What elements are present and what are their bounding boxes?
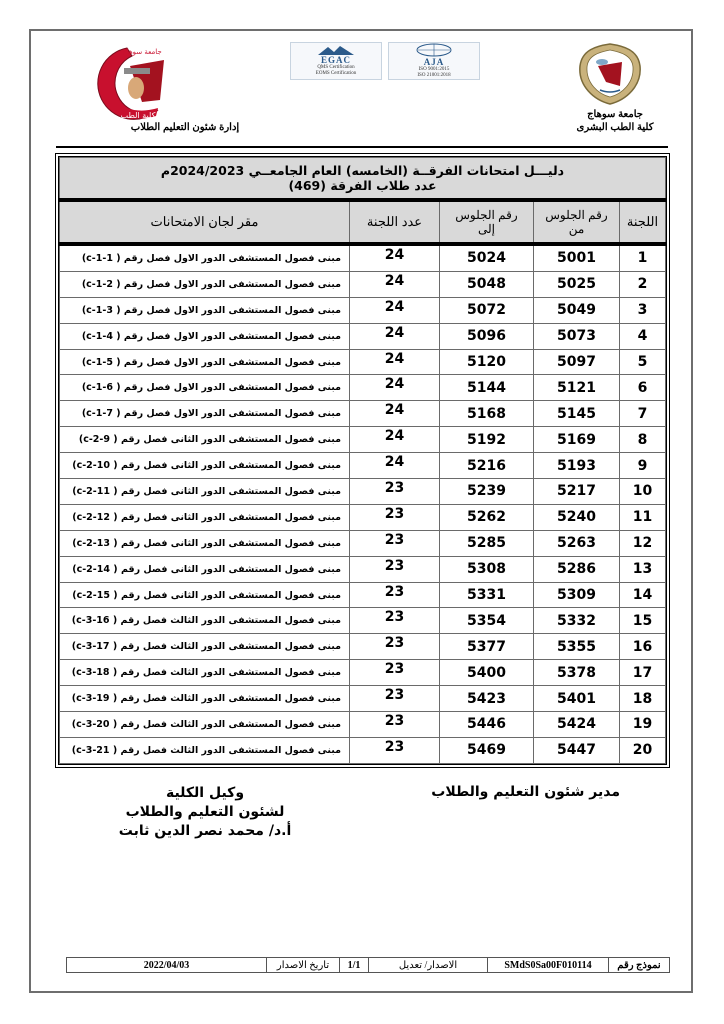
count-cell: 24 bbox=[350, 323, 440, 349]
table-row bbox=[60, 686, 666, 712]
form-footer bbox=[66, 957, 670, 973]
location-cell: مبنى فصول المستشفى الدور الثانى فصل رقم ( 12-2-c) bbox=[60, 504, 350, 530]
students-affairs-caption: إدارة شئون التعليم الطلاب bbox=[130, 122, 240, 133]
seat-to-cell: 5446 bbox=[440, 712, 534, 738]
table-row bbox=[60, 297, 666, 323]
table-row bbox=[60, 634, 666, 660]
seat-to-cell: 5331 bbox=[440, 582, 534, 608]
table-row bbox=[60, 660, 666, 686]
location-cell: مبنى فصول المستشفى الدور الاول فصل رقم ( 2-1-c) bbox=[60, 271, 350, 297]
seat-from-cell: 5401 bbox=[534, 686, 620, 712]
location-cell: مبنى فصول المستشفى الدور الثالث فصل رقم ( 17-3-c) bbox=[60, 634, 350, 660]
table-row bbox=[60, 504, 666, 530]
seat-from-cell: 5001 bbox=[534, 244, 620, 271]
location-cell: مبنى فصول المستشفى الدور الاول فصل رقم ( 3-1-c) bbox=[60, 297, 350, 323]
table-row bbox=[60, 244, 666, 271]
seat-from-cell: 5355 bbox=[534, 634, 620, 660]
count-cell: 24 bbox=[350, 349, 440, 375]
count-cell: 24 bbox=[350, 244, 440, 271]
form-number-label: نموذج رقم bbox=[608, 958, 669, 972]
committee-cell: 19 bbox=[620, 712, 666, 738]
location-cell: مبنى فصول المستشفى الدور الثالث فصل رقم ( 20-3-c) bbox=[60, 712, 350, 738]
location-cell: مبنى فصول المستشفى الدور الثانى فصل رقم ( 10-2-c) bbox=[60, 453, 350, 479]
committee-cell: 10 bbox=[620, 479, 666, 505]
location-cell: مبنى فصول المستشفى الدور الثانى فصل رقم ( 11-2-c) bbox=[60, 479, 350, 505]
committee-cell: 3 bbox=[620, 297, 666, 323]
count-cell: 24 bbox=[350, 427, 440, 453]
location-cell: مبنى فصول المستشفى الدور الثانى فصل رقم ( 9-2-c) bbox=[60, 427, 350, 453]
table-row bbox=[60, 608, 666, 634]
seat-to-cell: 5192 bbox=[440, 427, 534, 453]
count-cell: 24 bbox=[350, 297, 440, 323]
seat-from-cell: 5309 bbox=[534, 582, 620, 608]
seat-from-cell: 5097 bbox=[534, 349, 620, 375]
seat-from-cell: 5424 bbox=[534, 712, 620, 738]
seat-to-cell: 5168 bbox=[440, 401, 534, 427]
seat-to-cell: 5048 bbox=[440, 271, 534, 297]
table-row bbox=[60, 530, 666, 556]
location-cell: مبنى فصول المستشفى الدور الاول فصل رقم ( 1-1-c) bbox=[60, 244, 350, 271]
faculty-medicine-logo-icon bbox=[72, 44, 182, 124]
committee-cell: 14 bbox=[620, 582, 666, 608]
seat-to-cell: 5096 bbox=[440, 323, 534, 349]
committee-cell: 8 bbox=[620, 427, 666, 453]
table-title-row bbox=[60, 158, 666, 201]
committee-cell: 7 bbox=[620, 401, 666, 427]
seat-to-cell: 5072 bbox=[440, 297, 534, 323]
seat-to-cell: 5423 bbox=[440, 686, 534, 712]
table-row bbox=[60, 427, 666, 453]
count-cell: 23 bbox=[350, 686, 440, 712]
seat-from-cell: 5073 bbox=[534, 323, 620, 349]
exam-committees-table bbox=[55, 153, 670, 768]
col-header-seat-to: رقم الجلوس إلى bbox=[440, 200, 534, 244]
committee-cell: 4 bbox=[620, 323, 666, 349]
committee-cell: 12 bbox=[620, 530, 666, 556]
seat-to-cell: 5400 bbox=[440, 660, 534, 686]
committee-cell: 1 bbox=[620, 244, 666, 271]
svg-text:جامعة سوهاج: جامعة سوهاج bbox=[122, 48, 162, 56]
count-cell: 23 bbox=[350, 608, 440, 634]
seat-from-cell: 5025 bbox=[534, 271, 620, 297]
aja-badge-icon: AJA ISO 9001:2015 ISO 21001:2018 bbox=[388, 42, 480, 80]
seat-to-cell: 5024 bbox=[440, 244, 534, 271]
committee-cell: 9 bbox=[620, 453, 666, 479]
seat-to-cell: 5144 bbox=[440, 375, 534, 401]
location-cell: مبنى فصول المستشفى الدور الثالث فصل رقم ( 16-3-c) bbox=[60, 608, 350, 634]
sohag-university-seal-icon bbox=[572, 42, 648, 106]
location-cell: مبنى فصول المستشفى الدور الاول فصل رقم ( 5-1-c) bbox=[60, 349, 350, 375]
count-cell: 24 bbox=[350, 453, 440, 479]
seat-to-cell: 5239 bbox=[440, 479, 534, 505]
col-header-committee: اللجنة bbox=[620, 200, 666, 244]
seat-from-cell: 5240 bbox=[534, 504, 620, 530]
location-cell: مبنى فصول المستشفى الدور الثانى فصل رقم ( 13-2-c) bbox=[60, 530, 350, 556]
table-row bbox=[60, 349, 666, 375]
seat-from-cell: 5121 bbox=[534, 375, 620, 401]
location-cell: مبنى فصول المستشفى الدور الاول فصل رقم ( 7-1-c) bbox=[60, 401, 350, 427]
location-cell: مبنى فصول المستشفى الدور الاول فصل رقم ( 6-1-c) bbox=[60, 375, 350, 401]
seat-from-cell: 5378 bbox=[534, 660, 620, 686]
table-row bbox=[60, 453, 666, 479]
committee-cell: 2 bbox=[620, 271, 666, 297]
table-row bbox=[60, 712, 666, 738]
count-cell: 23 bbox=[350, 479, 440, 505]
revision-value: 1/1 bbox=[339, 958, 368, 972]
committee-cell: 11 bbox=[620, 504, 666, 530]
seat-from-cell: 5049 bbox=[534, 297, 620, 323]
col-header-seat-from: رقم الجلوس من bbox=[534, 200, 620, 244]
col-header-count: عدد اللجنة bbox=[350, 200, 440, 244]
committee-cell: 15 bbox=[620, 608, 666, 634]
signature-student-affairs-director: مدير شئون التعليم والطلاب bbox=[431, 784, 620, 800]
table-row bbox=[60, 271, 666, 297]
count-cell: 23 bbox=[350, 737, 440, 763]
seat-to-cell: 5120 bbox=[440, 349, 534, 375]
seat-to-cell: 5377 bbox=[440, 634, 534, 660]
committee-cell: 16 bbox=[620, 634, 666, 660]
seat-from-cell: 5169 bbox=[534, 427, 620, 453]
seat-from-cell: 5286 bbox=[534, 556, 620, 582]
seat-from-cell: 5217 bbox=[534, 479, 620, 505]
seat-to-cell: 5354 bbox=[440, 608, 534, 634]
committee-cell: 6 bbox=[620, 375, 666, 401]
seat-to-cell: 5216 bbox=[440, 453, 534, 479]
seat-to-cell: 5262 bbox=[440, 504, 534, 530]
egac-badge-icon: EGAC QMS Certification EOMS Certification bbox=[290, 42, 382, 80]
table-row bbox=[60, 737, 666, 763]
svg-text:كلية الطب: كلية الطب bbox=[120, 111, 156, 120]
seat-from-cell: 5193 bbox=[534, 453, 620, 479]
table-row bbox=[60, 479, 666, 505]
committee-cell: 18 bbox=[620, 686, 666, 712]
issue-date-value: 2022/04/03 bbox=[143, 959, 190, 971]
count-cell: 23 bbox=[350, 530, 440, 556]
revision-label: الاصدار/ تعديل bbox=[368, 958, 487, 972]
seat-to-cell: 5469 bbox=[440, 737, 534, 763]
count-cell: 23 bbox=[350, 504, 440, 530]
count-cell: 23 bbox=[350, 634, 440, 660]
count-cell: 23 bbox=[350, 556, 440, 582]
table-title: دليـــل امتحانات الفرقــة (الخامسه) العام الجامعــي 2024/2023م عدد طلاب الفرقة (469) bbox=[60, 158, 666, 201]
form-number-value: SMdS0Sa00F010114 bbox=[487, 958, 608, 972]
table-row bbox=[60, 556, 666, 582]
header-divider bbox=[56, 146, 668, 148]
signature-vice-dean: وكيل الكلية لشئون التعليم والطلاب أ.د/ محمد نصر الدين ثابت bbox=[118, 785, 292, 839]
count-cell: 24 bbox=[350, 375, 440, 401]
university-caption: جامعة سوهاج كلية الطب البشرى bbox=[576, 109, 654, 133]
committee-cell: 5 bbox=[620, 349, 666, 375]
committee-cell: 13 bbox=[620, 556, 666, 582]
seat-from-cell: 5332 bbox=[534, 608, 620, 634]
location-cell: مبنى فصول المستشفى الدور الثالث فصل رقم ( 19-3-c) bbox=[60, 686, 350, 712]
seat-from-cell: 5447 bbox=[534, 737, 620, 763]
seat-to-cell: 5308 bbox=[440, 556, 534, 582]
document-header bbox=[40, 38, 685, 148]
count-cell: 23 bbox=[350, 660, 440, 686]
count-cell: 23 bbox=[350, 712, 440, 738]
location-cell: مبنى فصول المستشفى الدور الثالث فصل رقم ( 18-3-c) bbox=[60, 660, 350, 686]
table-row bbox=[60, 582, 666, 608]
table-row bbox=[60, 323, 666, 349]
col-header-location: مقر لجان الامتحانات bbox=[60, 200, 350, 244]
table-row bbox=[60, 375, 666, 401]
issue-date-label: تاريخ الاصدار bbox=[266, 958, 339, 972]
seat-from-cell: 5263 bbox=[534, 530, 620, 556]
location-cell: مبنى فصول المستشفى الدور الاول فصل رقم ( 4-1-c) bbox=[60, 323, 350, 349]
committee-cell: 17 bbox=[620, 660, 666, 686]
location-cell: مبنى فصول المستشفى الدور الثانى فصل رقم ( 14-2-c) bbox=[60, 556, 350, 582]
seat-from-cell: 5145 bbox=[534, 401, 620, 427]
seat-to-cell: 5285 bbox=[440, 530, 534, 556]
location-cell: مبنى فصول المستشفى الدور الثانى فصل رقم ( 15-2-c) bbox=[60, 582, 350, 608]
table-header-row bbox=[60, 200, 666, 244]
location-cell: مبنى فصول المستشفى الدور الثالث فصل رقم ( 21-3-c) bbox=[60, 737, 350, 763]
accreditation-logos bbox=[290, 42, 480, 80]
table-row bbox=[60, 401, 666, 427]
committee-cell: 20 bbox=[620, 737, 666, 763]
count-cell: 24 bbox=[350, 271, 440, 297]
count-cell: 23 bbox=[350, 582, 440, 608]
count-cell: 24 bbox=[350, 401, 440, 427]
